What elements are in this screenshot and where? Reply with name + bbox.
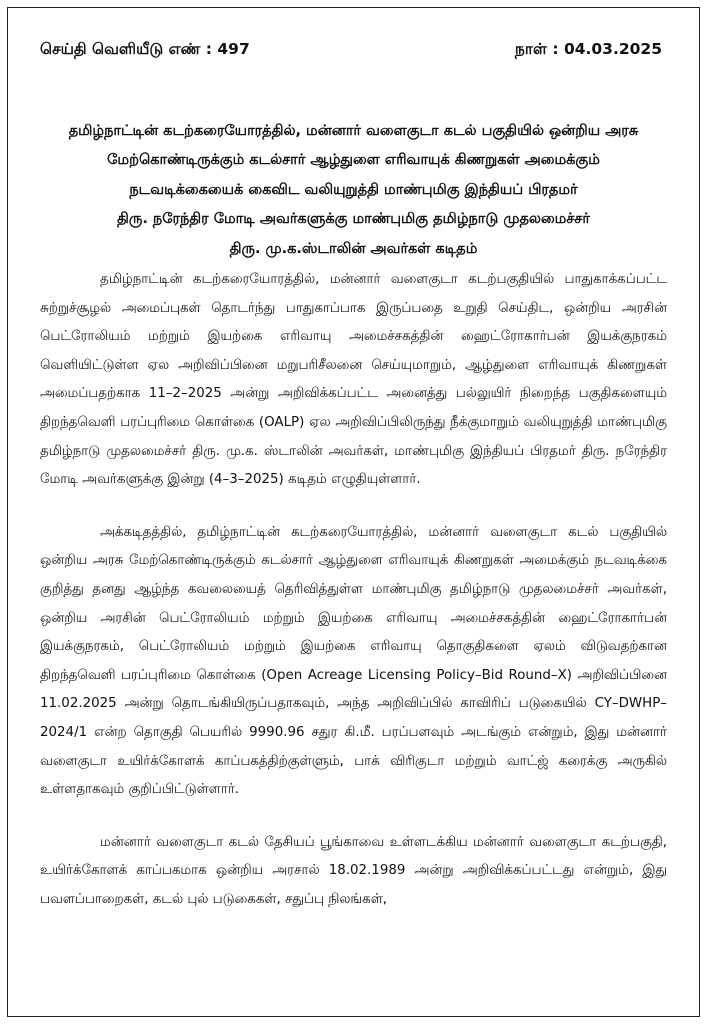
release-number: செய்தி வெளியீடு எண் : 497 <box>40 40 250 58</box>
body-paragraph: தமிழ்நாட்டின் கடற்கரையோரத்தில், மன்னார் வளைகுடா கடற்பகுதியில் பாதுகாக்கப்பட்ட சுற்றுச்சூழல் அமைப்புகள் தொடர்ந்து பாதுகாப்பாக இருப்பதை உறுதி செய்திட, ஒன்றிய அரசின் பெட்ரோலியம் மற்றும் இயற்கை எரிவாயு அமைச்சகத்தின் ஹைட்ரோகார்பன் இயக்குநரகம் வெளியிட்டுள்ள ஏல அறிவிப்பினை மறுபரிசீலனை செய்யுமாறும், ஆழ்துளை எரிவாயுக் கிணறுகள் அமைப்பதற்காக 11–2–2025 அன்று அறிவிக்கப்பட்ட அனைத்து பல்லுயிர் நிறைந்த பகுதிகளையும் திறந்தவெளி பரப்புரிமை கொள்கை (OALP) ஏல அறிவிப்பிலிருந்து நீக்குமாறும் வலியுறுத்தி மாண்புமிகு தமிழ்நாடு முதலமைச்சர் திரு. மு.க. ஸ்டாலின் அவர்கள், மாண்புமிகு இந்தியப் பிரதமர் திரு. நரேந்திர மோடி அவர்களுக்கு இன்று (4–3–2025) கடிதம் எழுதியுள்ளார். <box>40 272 667 488</box>
title-line: திரு. நரேந்திர மோடி அவர்களுக்கு மாண்புமிகு தமிழ்நாடு முதலமைச்சர் <box>117 211 590 228</box>
body-text <box>40 266 667 938</box>
title-line: மேற்கொண்டிருக்கும் கடல்சார் ஆழ்துளை எரிவாயுக் கிணறுகள் அமைக்கும் <box>107 152 600 169</box>
page-title <box>40 117 667 264</box>
release-date: நாள் : 04.03.2025 <box>514 40 662 58</box>
title-line: திரு. மு.க.ஸ்டாலின் அவர்கள் கடிதம் <box>229 240 478 257</box>
title-line: நடவடிக்கையைக் கைவிட வலியுறுத்தி மாண்புமிகு இந்தியப் பிரதமர் <box>129 181 578 198</box>
title-line: தமிழ்நாட்டின் கடற்கரையோரத்தில், மன்னார் வளைகுடா கடல் பகுதியில் ஒன்றிய அரசு <box>68 123 639 139</box>
body-paragraph: அக்கடிதத்தில், தமிழ்நாட்டின் கடற்கரையோரத்தில், மன்னார் வளைகுடா கடல் பகுதியில் ஒன்றிய அரசு மேற்கொண்டிருக்கும் கடல்சார் ஆழ்துளை எரிவாயுக் கிணறுகள் அமைக்கும் நடவடிக்கை குறித்து தனது ஆழ்ந்த கவலையைத் தெரிவித்துள்ள மாண்புமிகு தமிழ்நாடு முதலமைச்சர் அவர்கள், ஒன்றிய அரசின் பெட்ரோலியம் மற்றும் இயற்கை எரிவாயு அமைச்சகத்தின் ஹைட்ரோகார்பன் இயக்குநரகம், பெட்ரோலியம் மற்றும் இயற்கை எரிவாயு தொகுதிகளை ஏலம் விடுவதற்கான திறந்தவெளி பரப்புரிமை கொள்கை (Open Acreage Licensing Policy–Bid Round–X) அறிவிப்பினை 11.02.2025 அன்று தொடங்கியிருப்பதாகவும், அந்த அறிவிப்பில் காவிரிப் படுகையில் CY–DWHP–2024/1 என்ற தொகுதி பெயரில் 9990.96 சதுர கி.மீ. பரப்பளவும் அடங்கும் என்றும், இது மன்னார் வளைகுடா உயிர்க்கோளக் காப்பகத்திற்குள்ளும், பாக் விரிகுடா மற்றும் வாட்ஜ் கரைக்கு அருகில் உள்ளதாகவும் குறிப்பிட்டுள்ளார். <box>40 524 667 798</box>
header <box>40 40 662 66</box>
body-paragraph: மன்னார் வளைகுடா கடல் தேசியப் பூங்காவை உள்ளடக்கிய மன்னார் வளைகுடா கடற்பகுதி, உயிர்க்கோளக் காப்பகமாக ஒன்றிய அரசால் 18.02.1989 அன்று அறிவிக்கப்பட்டது என்றும், இது பவளப்பாறைகள், கடல் புல் படுகைகள், சதுப்பு நிலங்கள், <box>40 834 667 907</box>
